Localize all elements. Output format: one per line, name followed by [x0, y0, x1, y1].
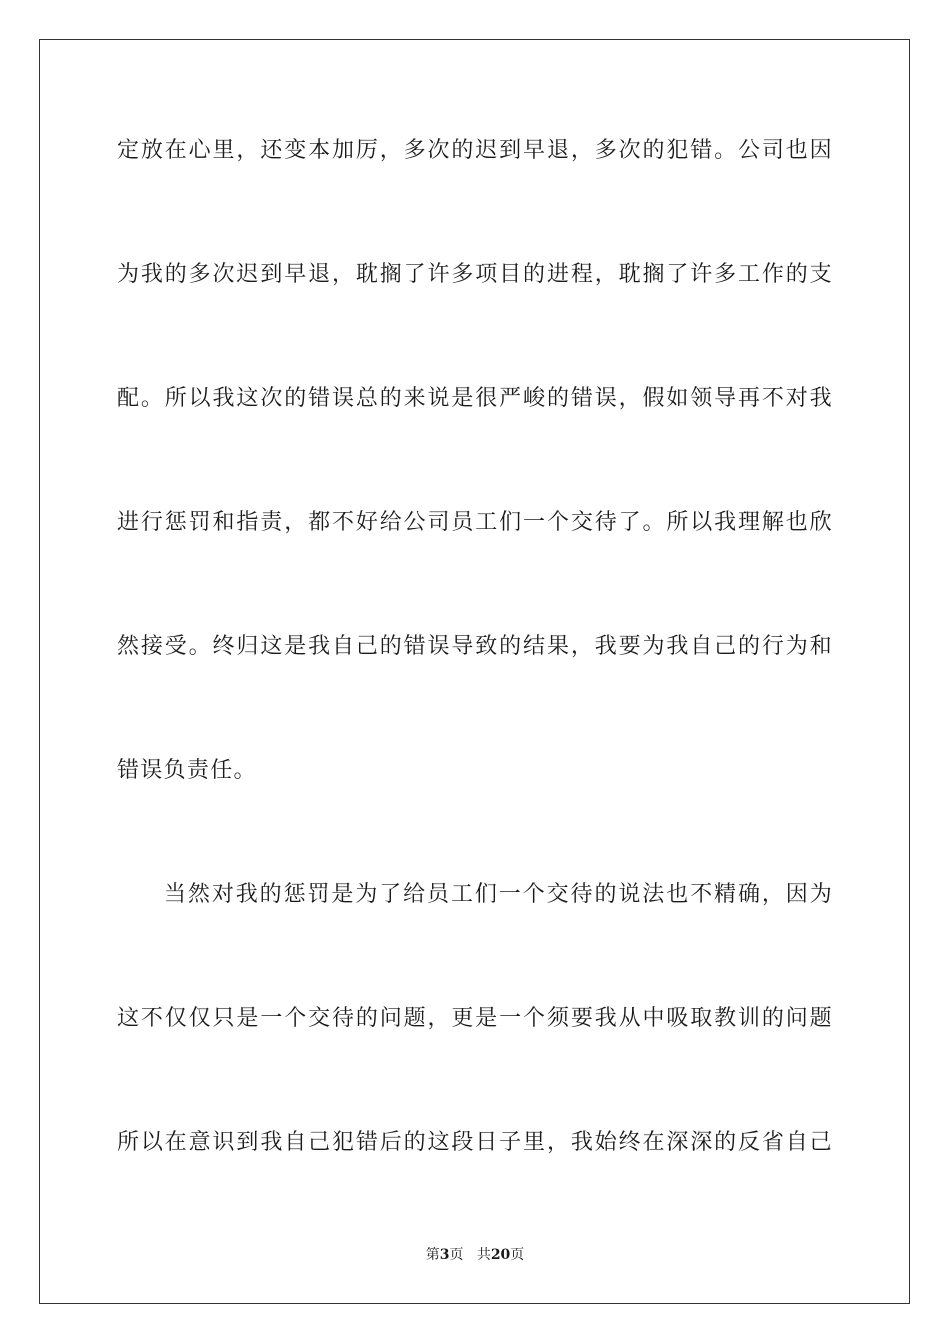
footer-page-number: 3: [439, 1247, 450, 1263]
body-line-3: 配。所以我这次的错误总的来说是很严峻的错误，假如领导再不对我: [117, 386, 833, 411]
body-line-6: 错误负责任。: [117, 758, 257, 783]
footer-page-prefix: 第: [425, 1247, 440, 1263]
body-line-2: 为我的多次迟到早退，耽搁了许多项目的进程，耽搁了许多工作的支: [117, 262, 833, 287]
page-footer: [0, 1246, 950, 1264]
footer-total-prefix: 共: [476, 1247, 491, 1263]
footer-page-suffix: 页: [449, 1247, 464, 1263]
body-line-8: 这不仅仅只是一个交待的问题，更是一个须要我从中吸取教训的问题: [117, 1006, 833, 1031]
body-line-1: 定放在心里，还变本加厉，多次的迟到早退，多次的犯错。公司也因: [117, 138, 833, 163]
body-line-4: 进行惩罚和指责，都不好给公司员工们一个交待了。所以我理解也欣: [117, 510, 833, 535]
body-line-9: 所以在意识到我自己犯错后的这段日子里，我始终在深深的反省自己: [117, 1130, 833, 1155]
footer-total-suffix: 页: [510, 1247, 525, 1263]
page-border: [39, 39, 910, 1304]
body-line-5: 然接受。终归这是我自己的错误导致的结果，我要为我自己的行为和: [117, 634, 833, 659]
body-line-7-paragraph-start: 当然对我的惩罚是为了给员工们一个交待的说法也不精确，因为: [164, 882, 833, 907]
footer-total-pages: 20: [490, 1247, 511, 1263]
